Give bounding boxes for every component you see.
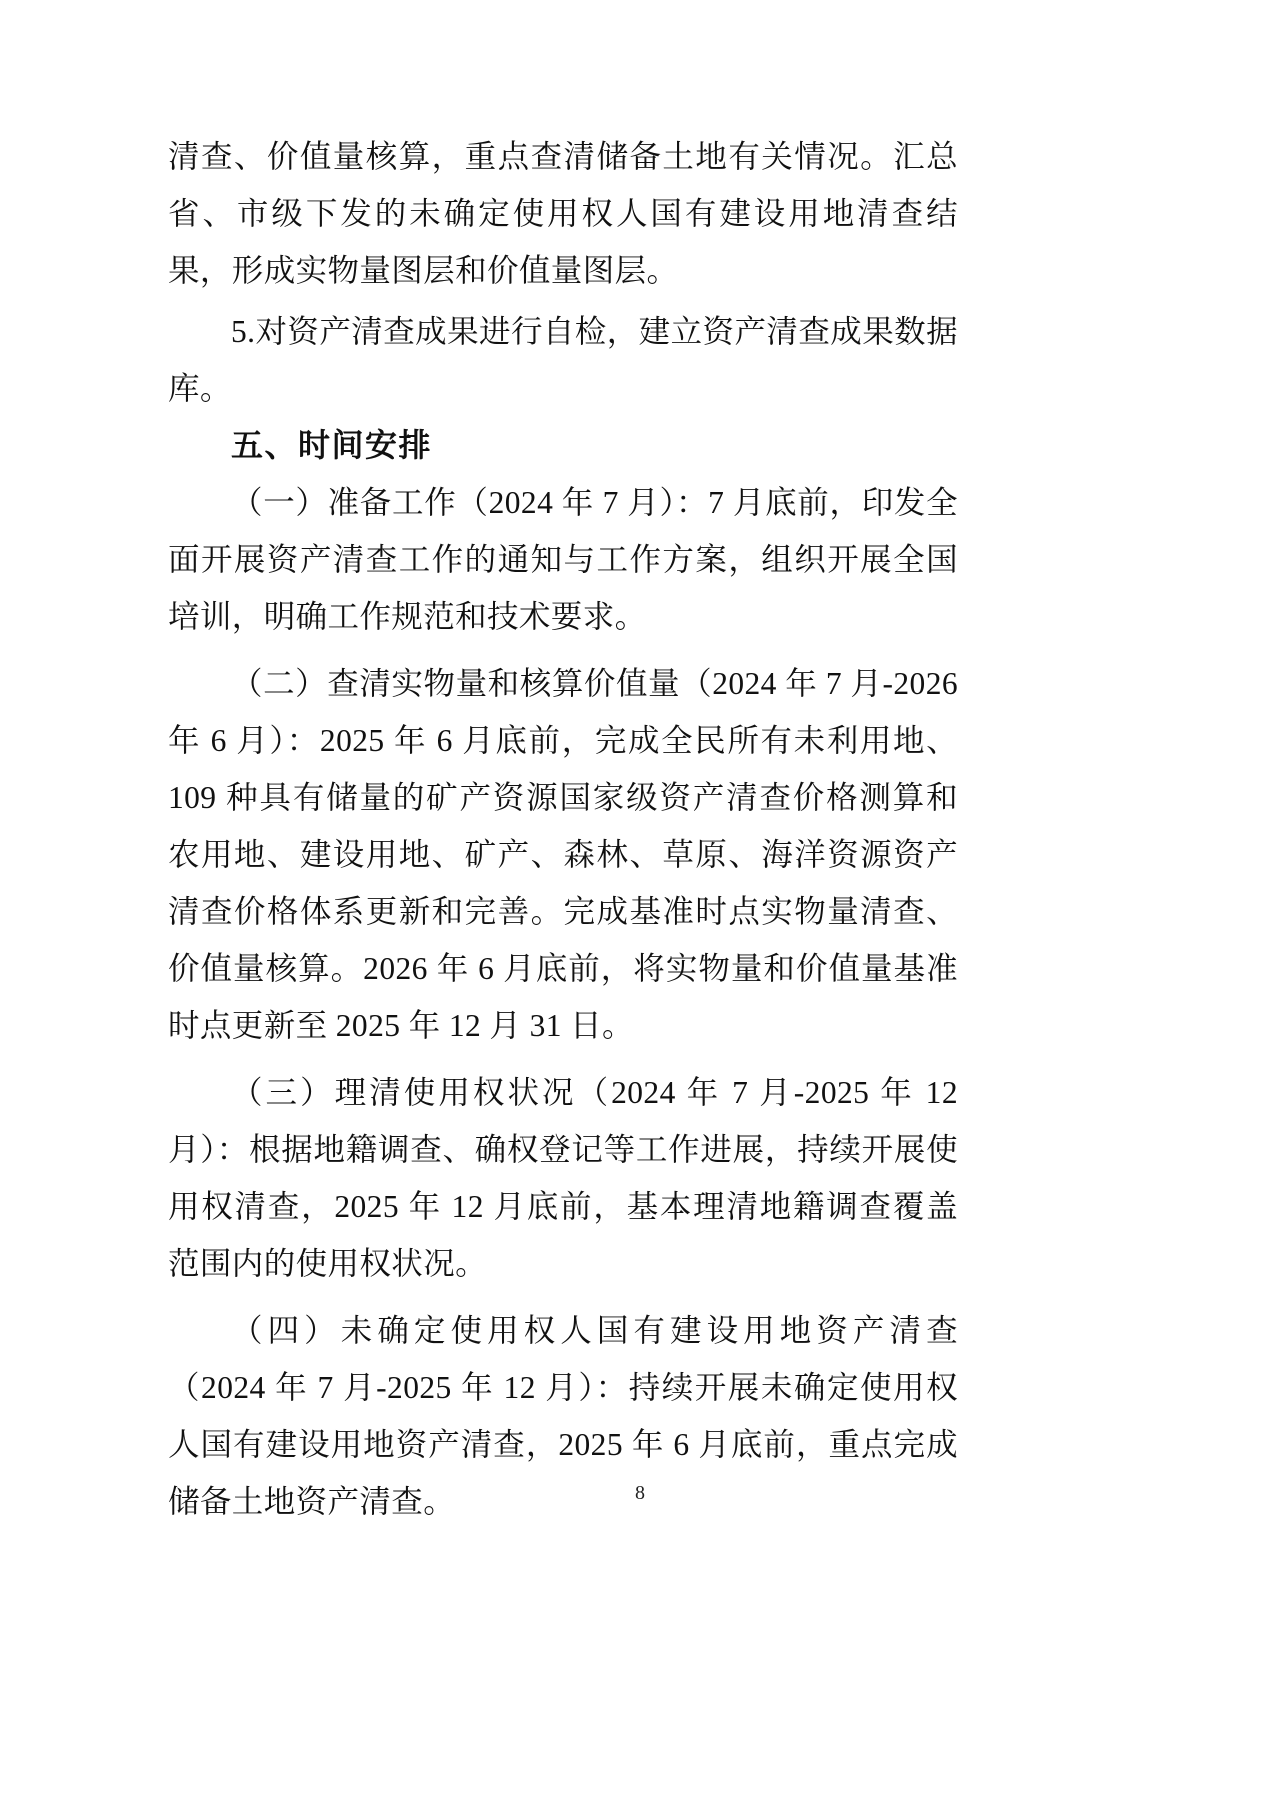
paragraph-item-one: （一）准备工作（2024 年 7 月）：7 月底前，印发全面开展资产清查工作的通知与工作方案，组织开展全国培训，明确工作规范和技术要求。 [168, 485, 958, 634]
paragraph-continued: 清查、价值量核算，重点查清储备土地有关情况。汇总省、市级下发的未确定使用权人国有建设用地清查结果，形成实物量图层和价值量图层。 [168, 139, 958, 288]
section-heading-time-arrangement: 五、时间安排 [231, 427, 433, 463]
paragraph-item-5: 5.对资产清查成果进行自检，建立资产清查成果数据库。 [168, 314, 958, 406]
page-number: 8 [635, 1482, 645, 1504]
paragraph-item-three: （三）理清使用权状况（2024 年 7 月-2025 年 12 月）：根据地籍调查、确权登记等工作进展，持续开展使用权清查，2025 年 12 月底前，基本理清地籍调查覆盖范围内的使用权状况。 [168, 1075, 958, 1281]
paragraph-item-two: （二）查清实物量和核算价值量（2024 年 7 月-2026 年 6 月）：2025 年 6 月底前，完成全民所有未利用地、109 种具有储量的矿产资源国家级资产清查价格测算和农用地、建设用地、矿产、森林、草原、海洋资源资产清查价格体系更新和完善。完成基准时点实物量清查、价值量核算。2026 年 6 月底前，将实物量和价值量基准时点更新至 2025 年 12 月 31 日。 [168, 666, 958, 1043]
document-body [168, 128, 958, 1530]
paragraph-item-four: （四）未确定使用权人国有建设用地资产清查（2024 年 7 月-2025 年 12 月）：持续开展未确定使用权人国有建设用地资产清查，2025 年 6 月底前，重点完成储备土地资产清查。 [168, 1313, 958, 1519]
